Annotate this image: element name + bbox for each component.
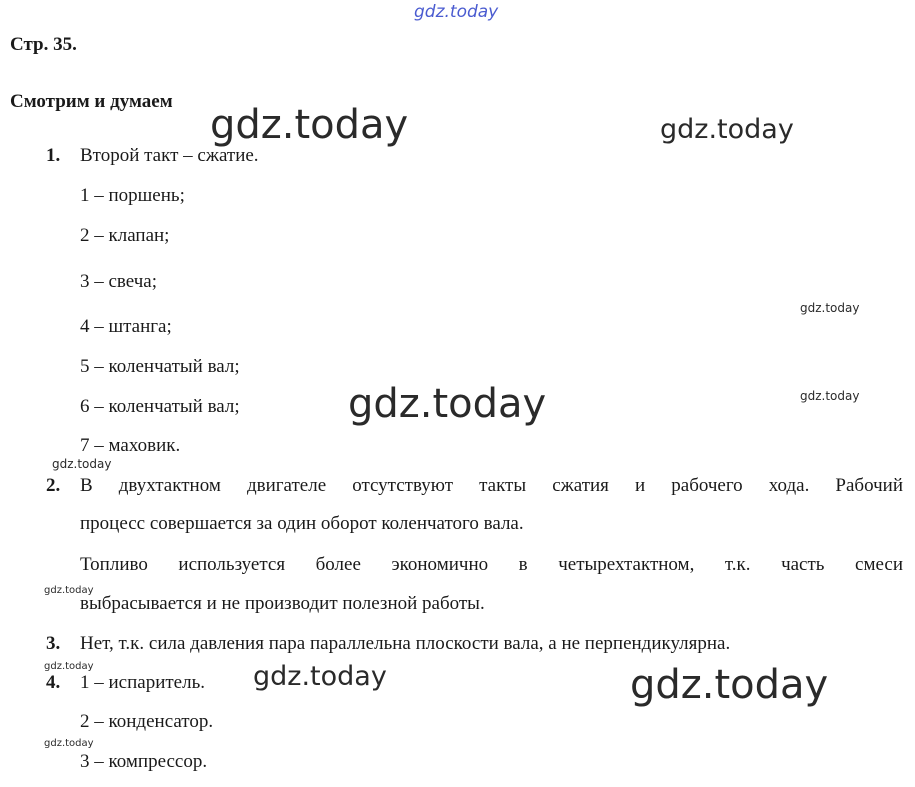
answer-line: 6 – коленчатый вал; [80,396,240,417]
answer-line: 3 – компрессор. [80,751,208,772]
watermark: gdz.today [210,102,409,148]
answer-line: 5 – коленчатый вал; [80,356,240,377]
answer-line: 2 – клапан; [80,225,170,246]
answer-line: выбрасывается и не производит полезной работы. [80,593,485,614]
watermark: gdz.today [660,114,794,145]
watermark: gdz.today [44,585,94,596]
page-number: Стр. 35. [10,34,77,55]
watermark: gdz.today [800,389,860,403]
answer-line: 3 – свеча; [80,271,158,292]
watermark: gdz.today [348,381,547,427]
answer-number: 4. [46,672,61,693]
answer-number: 1. [46,145,61,166]
answer-line: В двухтактном двигателе отсутствуют такты сжатия и рабочего хода. Рабочий [80,475,903,496]
watermark: gdz.today [800,301,860,315]
answer-line: 1 – испаритель. [80,672,206,693]
watermark: gdz.today [414,2,499,22]
answer-line: 4 – штанга; [80,316,172,337]
answer-line: процесс совершается за один оборот коленчатого вала. [80,513,524,534]
answer-line: Нет, т.к. сила давления пара параллельна плоскости вала, а не перпендикулярна. [80,633,731,654]
watermark: gdz.today [630,662,829,708]
answer-line: Второй такт – сжатие. [80,145,259,166]
watermark: gdz.today [52,457,112,471]
watermark: gdz.today [44,661,94,672]
section-title: Смотрим и думаем [10,91,173,112]
answer-line: 2 – конденсатор. [80,711,214,732]
answer-number: 2. [46,475,61,496]
watermark: gdz.today [253,661,387,692]
watermark: gdz.today [44,738,94,749]
answer-line: Топливо используется более экономично в четырехтактном, т.к. часть смеси [80,554,903,575]
answer-number: 3. [46,633,61,654]
answer-line: 7 – маховик. [80,435,181,456]
answer-line: 1 – поршень; [80,185,185,206]
